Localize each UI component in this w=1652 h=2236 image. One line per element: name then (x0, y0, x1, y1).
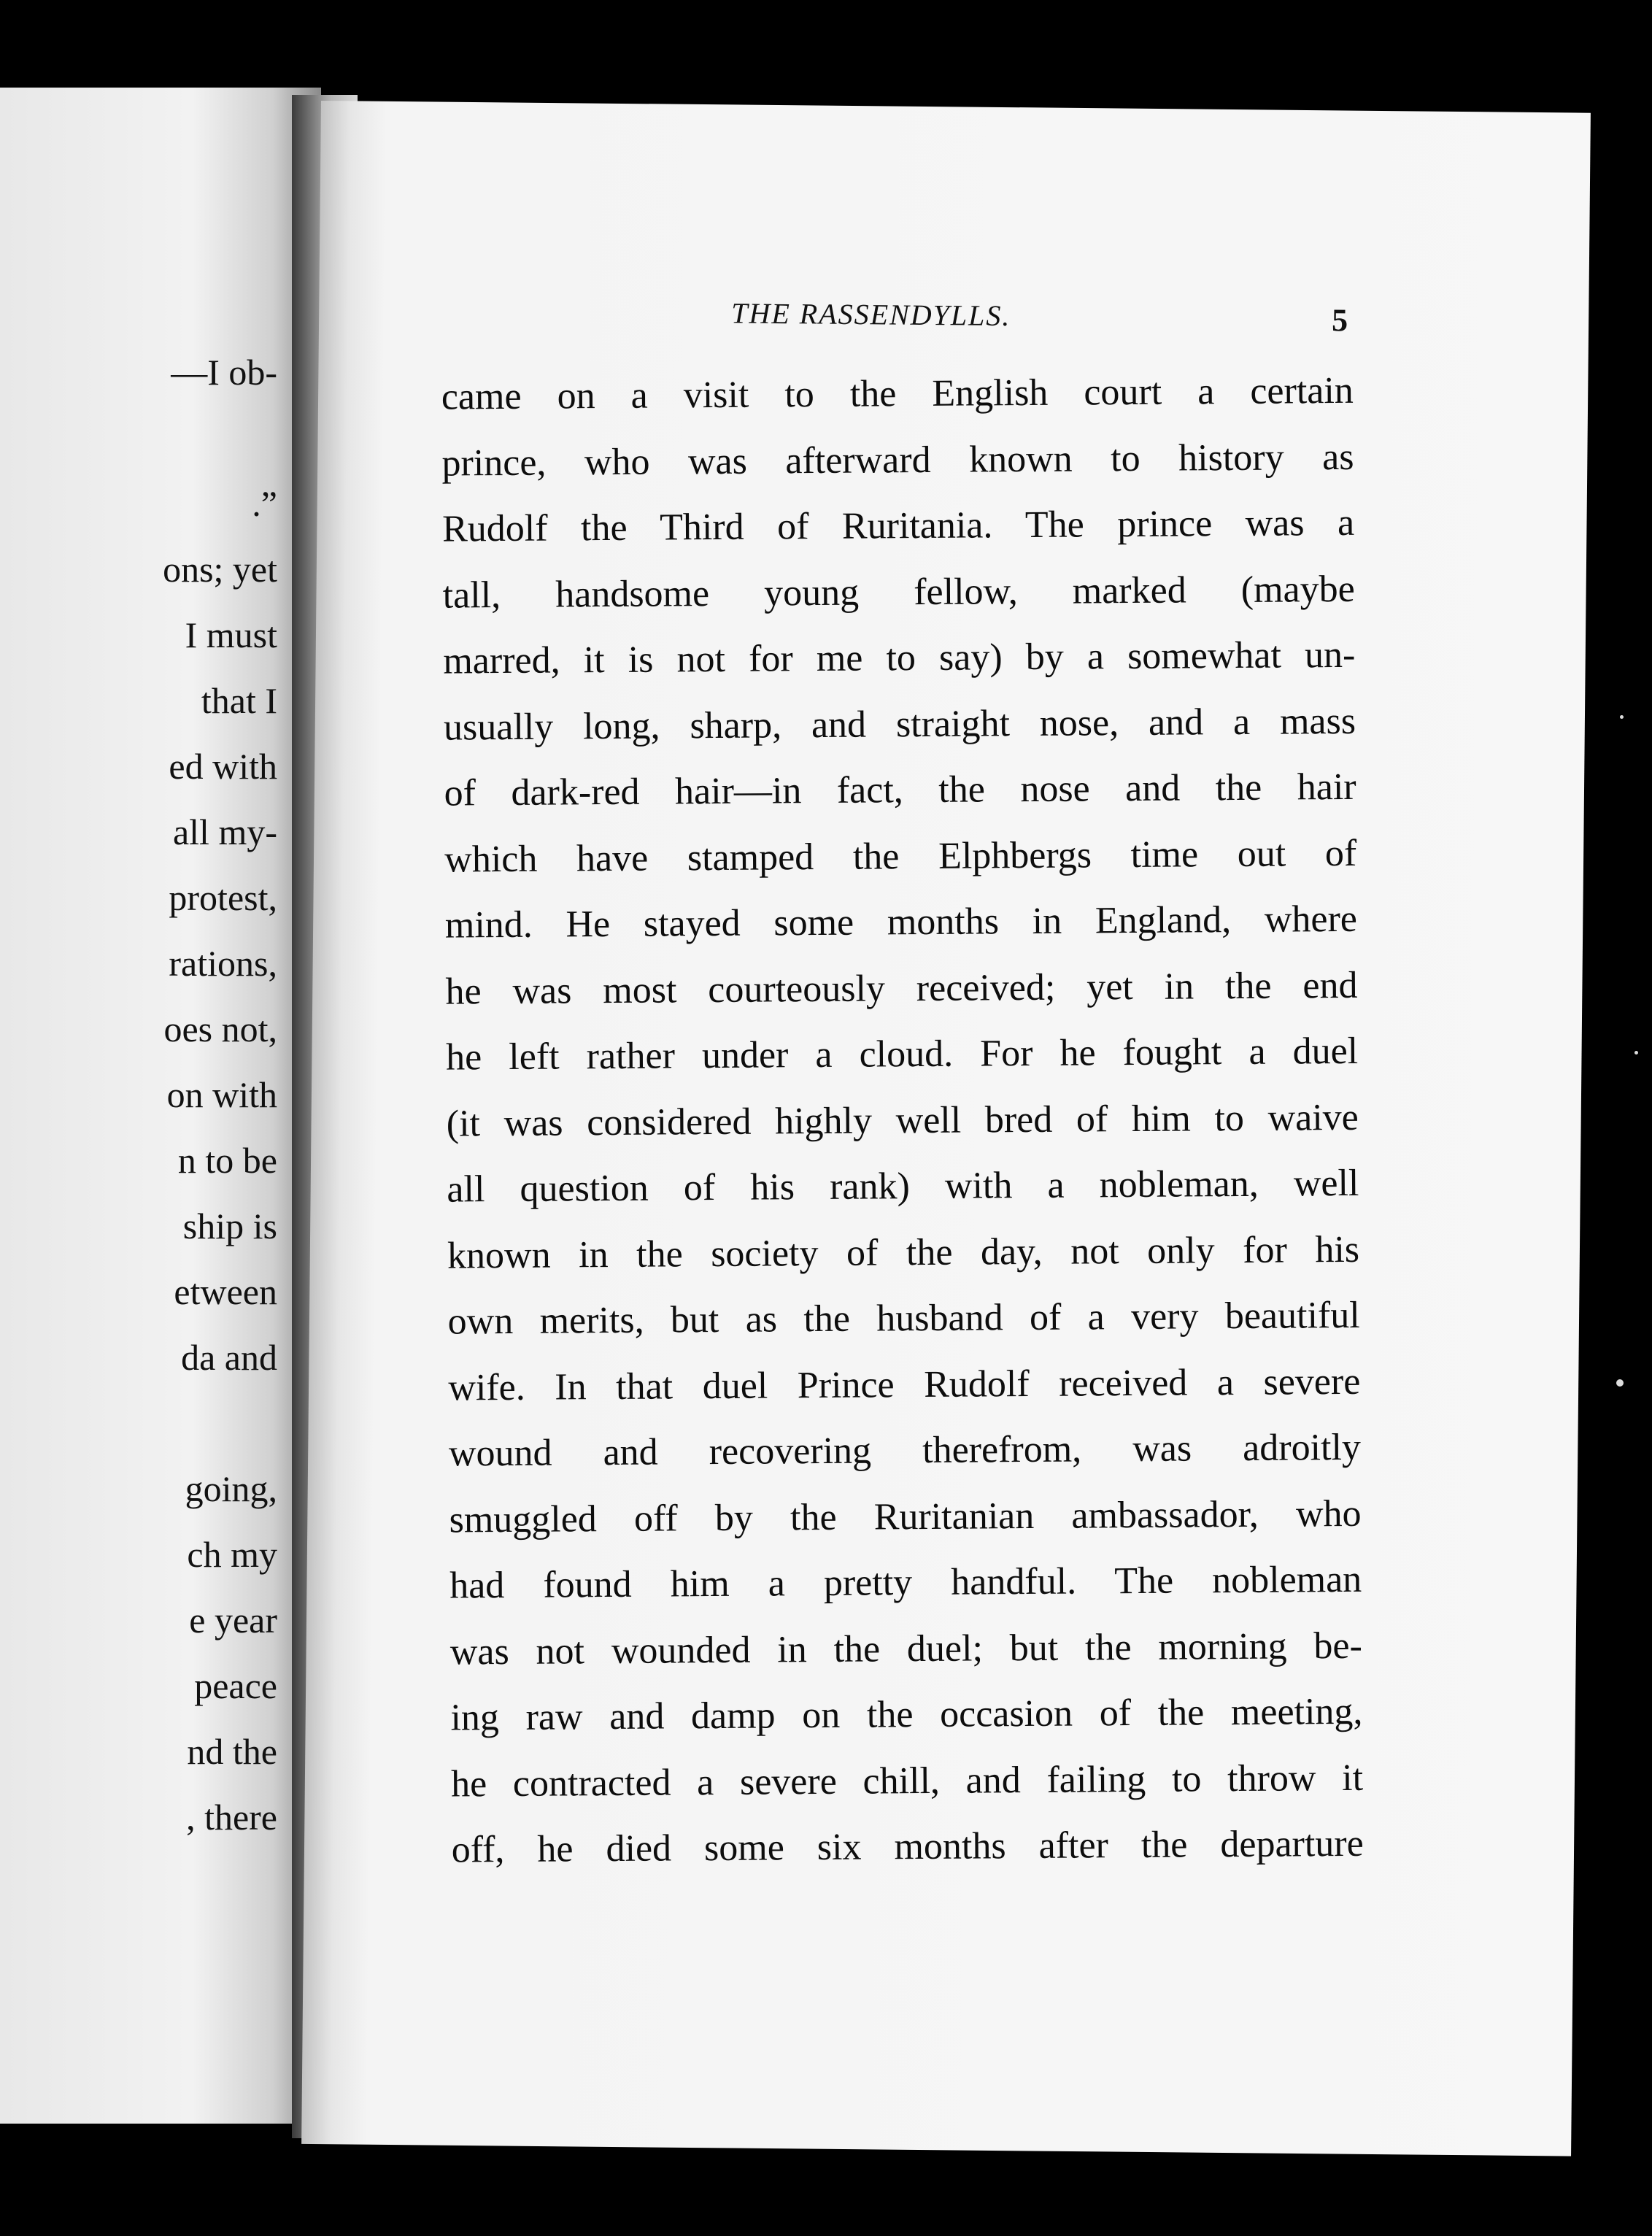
left-page-text-line (0, 1390, 277, 1456)
dust-speck (1634, 1051, 1638, 1055)
body-text-line: (it was considered highly well bred of him to waive (446, 1096, 1359, 1145)
left-page-text (0, 339, 277, 1850)
left-page-text-line: etween (174, 1271, 277, 1312)
body-text-line: off, he died some six months after the departure (451, 1822, 1364, 1871)
body-text-line: prince, who was afterward known to history as (441, 436, 1354, 485)
left-page-text-line: ons; yet (163, 549, 277, 590)
left-page-text-line: peace (194, 1665, 277, 1706)
left-page-text-line: on with (166, 1074, 277, 1115)
body-text-line: wife. In that duel Prince Rudolf received a severe (448, 1360, 1361, 1409)
left-page-text-line: e year (189, 1600, 277, 1641)
body-text-line: all question of his rank) with a nobleman, well (447, 1162, 1359, 1211)
left-page-text-line: ed with (169, 746, 277, 787)
body-text-line: known in the society of the day, not only for his (447, 1228, 1360, 1277)
right-page (301, 101, 1591, 2156)
left-page-text-line: nd the (187, 1731, 277, 1772)
body-text-line: tall, handsome young fellow, marked (maybe (442, 568, 1355, 617)
left-page-text-line: da and (181, 1337, 277, 1378)
running-head: THE RASSENDYLLS. (731, 296, 1011, 333)
left-page-text-line: that I (201, 680, 277, 721)
left-page-text-line: —I ob- (171, 352, 277, 393)
body-text-line: he contracted a severe chill, and failing to throw it (450, 1757, 1364, 1805)
left-page-text-line: rations, (169, 943, 277, 984)
dust-speck (1620, 715, 1624, 719)
body-text-line: he was most courteously received; yet in the end (445, 964, 1358, 1013)
body-text-line: which have stamped the Elphbergs time out of (444, 832, 1357, 881)
body-text-line: ing raw and damp on the occasion of the meeting, (450, 1690, 1363, 1739)
body-text-line: came on a visit to the English court a certain (441, 369, 1354, 418)
page-number: 5 (1331, 302, 1348, 339)
body-text-line: own merits, but as the husband of a very beautiful (447, 1294, 1360, 1343)
left-page-text-line: oes not, (163, 1009, 277, 1049)
left-page-text-line: ship is (182, 1206, 277, 1246)
dust-speck (1616, 1379, 1624, 1387)
left-page-text-line: protest, (169, 877, 277, 918)
left-page-text-line: going, (185, 1468, 277, 1509)
left-page-text-line: , there (186, 1797, 277, 1838)
body-text-line: smuggled off by the Ruritanian ambassador, who (449, 1492, 1362, 1541)
body-text-line: was not wounded in the duel; but the morning be- (449, 1624, 1363, 1673)
body-text-line: of dark-red hair—in fact, the nose and the hair (444, 766, 1356, 814)
body-text (441, 358, 1365, 1884)
body-text-line: had found him a pretty handful. The nobleman (449, 1558, 1362, 1607)
left-page-text-line: ch my (187, 1534, 277, 1575)
left-page-text-line: .” (252, 483, 277, 524)
left-page-text-line: all my- (172, 811, 277, 852)
left-page-text-line: n to be (177, 1140, 277, 1181)
body-text-line: he left rather under a cloud. For he fought a duel (445, 1030, 1359, 1079)
left-page-text-line (0, 405, 277, 471)
body-text-line: marred, it is not for me to say) by a somewhat un- (443, 633, 1356, 682)
body-text-line: Rudolf the Third of Ruritania. The prince was a (441, 501, 1355, 550)
body-text-line: usually long, sharp, and straight nose, and a mass (443, 700, 1356, 749)
left-page (0, 88, 321, 2124)
body-text-line: mind. He stayed some months in England, where (444, 898, 1358, 947)
body-text-line: wound and recovering therefrom, was adroitly (448, 1426, 1362, 1475)
left-page-text-line: I must (185, 614, 277, 655)
